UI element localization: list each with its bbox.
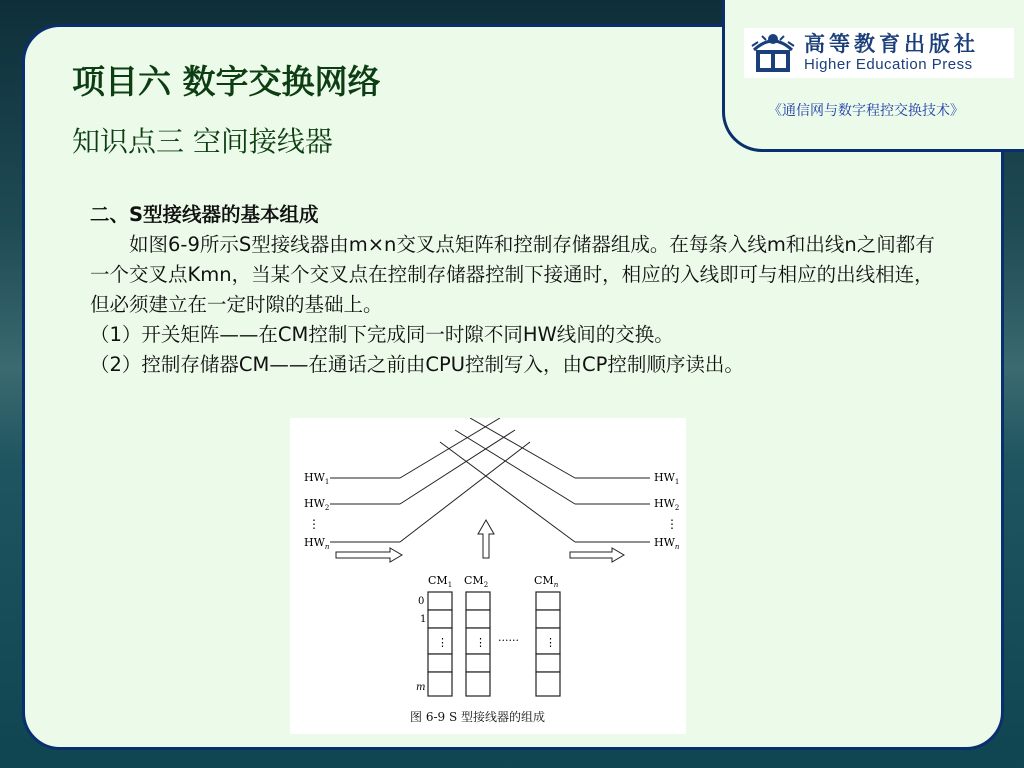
publisher-name-cn: 高等教育出版社	[804, 31, 979, 56]
output-label-n: $HW_n$	[654, 536, 680, 551]
cm-label-1: $CM_1$	[428, 574, 453, 589]
row-label-m: m	[416, 682, 426, 693]
cm2-dots: ⋮	[475, 636, 486, 649]
flow-arrow-left	[336, 548, 402, 562]
cm-label-n: $CM_n$	[534, 574, 559, 589]
list-item-2: （2）控制存储器CM——在通话之前由CPU控制写入，由CP控制顺序读出。	[90, 353, 744, 376]
cmn-dots: ⋮	[545, 636, 556, 649]
figure-caption: 图 6-9 S 型接线器的组成	[410, 710, 545, 724]
output-label-2: $HW_2$	[654, 497, 680, 512]
crosspoint-matrix-lines	[330, 418, 650, 542]
publisher-logo-icon	[748, 30, 798, 76]
row-label-1: 1	[420, 614, 427, 625]
flow-arrow-right	[570, 548, 624, 562]
book-title: 《通信网与数字程控交换技术》	[768, 103, 964, 119]
row-label-0: 0	[418, 596, 425, 607]
body-paragraph: 如图6-9所示S型接线器由m×n交叉点矩阵和控制存储器组成。在每条入线m和出线n之间都有一个交叉点Kmn，当某个交叉点在控制存储器控制下接通时，相应的入线即可与相应的出线相连，但必须建立在一定时隙的基础上。	[90, 233, 935, 316]
page-subtitle: 知识点三 空间接线器	[72, 125, 333, 158]
page-title: 项目六 数字交换网络	[72, 62, 381, 101]
input-label-1: $HW_1$	[304, 471, 330, 486]
cm1-dots: ⋮	[437, 636, 448, 649]
output-label-dots: ⋮	[666, 517, 678, 531]
list-item-1: （1）开关矩阵——在CM控制下完成同一时隙不同HW线间的交换。	[90, 323, 674, 346]
section-heading: 二、S型接线器的基本组成	[90, 203, 319, 226]
input-label-n: $HW_n$	[304, 536, 330, 551]
control-arrow-up	[478, 520, 494, 558]
cm-label-2: $CM_2$	[464, 574, 489, 589]
publisher-logo-block	[744, 28, 1014, 78]
input-label-dots: ⋮	[308, 517, 320, 531]
output-label-1: $HW_1$	[654, 471, 680, 486]
publisher-name-en: Higher Education Press	[804, 56, 973, 73]
input-label-2: $HW_2$	[304, 497, 330, 512]
figure-s-switch	[290, 418, 686, 734]
body-text	[90, 200, 950, 380]
s-switch-diagram	[290, 418, 686, 734]
cm-between-dots: ······	[498, 634, 519, 647]
